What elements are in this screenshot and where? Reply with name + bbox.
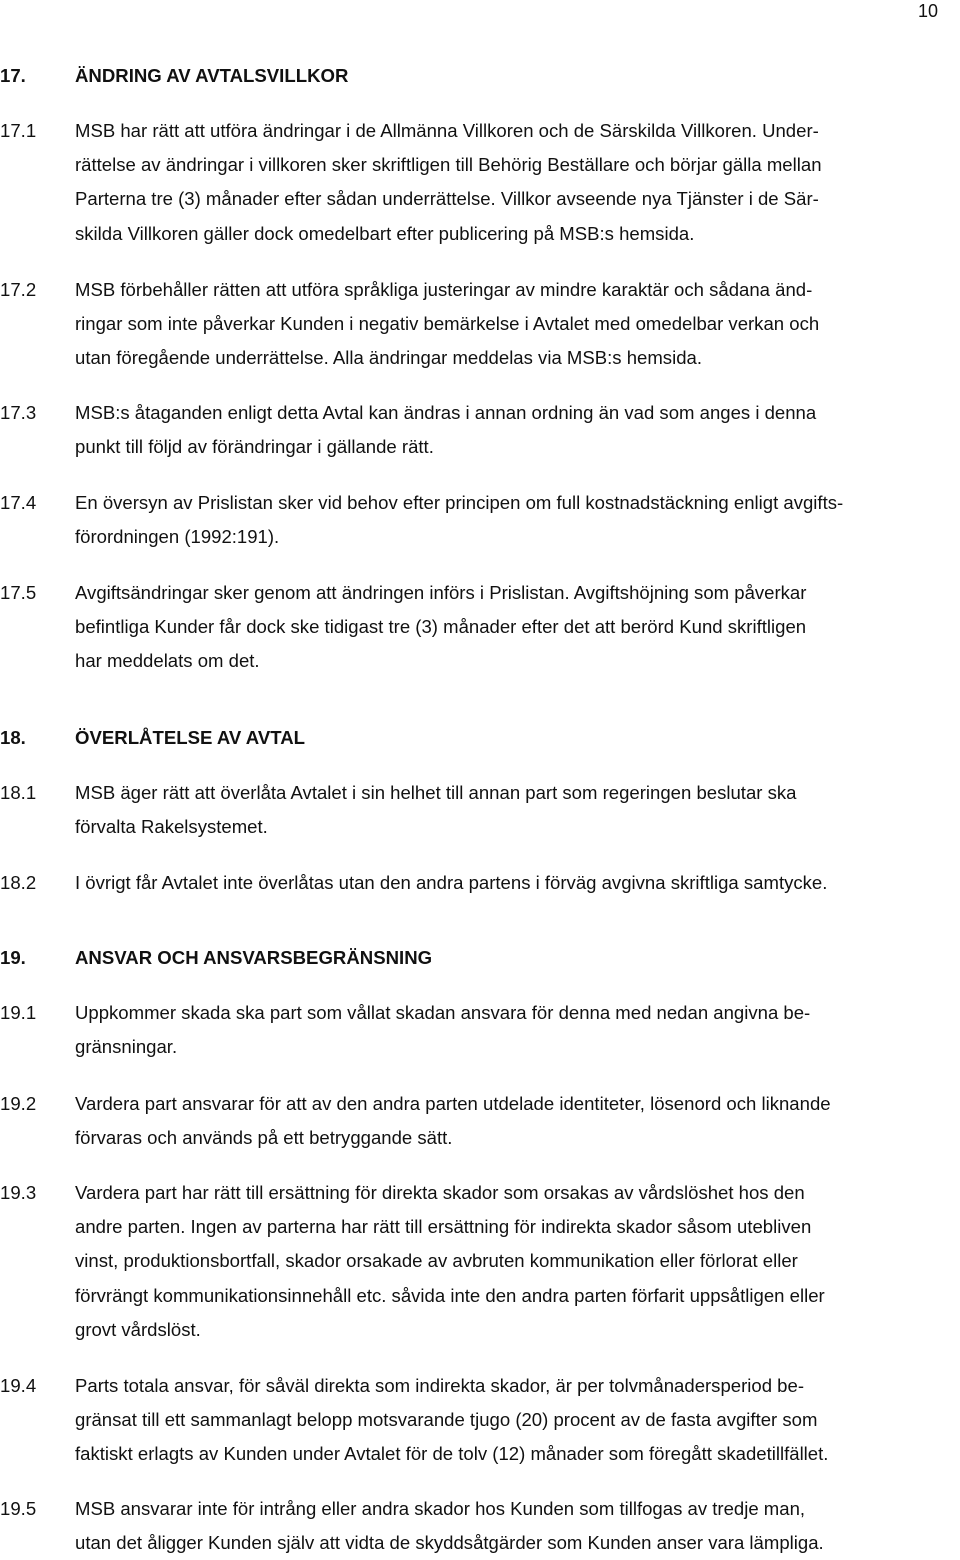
clause-line: förvrängt kommunikationsinnehåll etc. såvida inte den andra parten förfarit uppsåtligen eller <box>75 1284 825 1306</box>
clause-line: Parterna tre (3) månader efter sådan underrättelse. Villkor avseende nya Tjänster i de Sär- <box>75 188 819 210</box>
section-title: ÄNDRING AV AVTALSVILLKOR <box>75 65 349 86</box>
clause-number: 17.5 <box>0 582 37 603</box>
clause-line: Avgiftsändringar sker genom att ändringen införs i Prislistan. Avgiftshöjning som påverkar <box>75 582 807 603</box>
section-title: ANSVAR OCH ANSVARSBEGRÄNSNING <box>75 947 433 968</box>
clause-line: andre parten. Ingen av parterna har rätt till ersättning för indirekta skador såsom utebliven <box>75 1216 812 1238</box>
clause-text <box>75 1087 960 1155</box>
clause-number: 17.1 <box>0 120 37 141</box>
section-number: 19. <box>0 947 26 968</box>
clause-line: MSB ansvarar inte för intrång eller andra skador hos Kunden som tillfogas av tredje man, <box>75 1498 806 1519</box>
clause-number: 19.4 <box>0 1375 37 1396</box>
clause-line: förordningen (1992:191). <box>75 526 280 548</box>
clause-number: 17.2 <box>0 279 37 300</box>
clause-number: 18.2 <box>0 872 37 893</box>
clause-line: MSB äger rätt att överlåta Avtalet i sin helhet till annan part som regeringen beslutar ska <box>75 782 797 803</box>
clause-text <box>75 866 960 900</box>
clause-line: Parts totala ansvar, för såväl direkta som indirekta skador, är per tolvmånadersperiod be- <box>75 1375 805 1396</box>
clause-line: MSB har rätt att utföra ändringar i de Allmänna Villkoren och de Särskilda Villkoren. Under- <box>75 120 819 141</box>
clause-line: befintliga Kunder får dock ske tidigast tre (3) månader efter det att berörd Kund skriftligen <box>75 616 807 638</box>
clause-text <box>75 1492 960 1560</box>
clause-number: 17.4 <box>0 492 37 513</box>
clause-number: 18.1 <box>0 782 37 803</box>
clause-line: punkt till följd av förändringar i gällande rätt. <box>75 436 434 458</box>
clause-number: 19.5 <box>0 1498 37 1519</box>
clause-line: MSB:s åtaganden enligt detta Avtal kan ändras i annan ordning än vad som anges i denna <box>75 402 817 423</box>
clause-line: skilda Villkoren gäller dock omedelbart efter publicering på MSB:s hemsida. <box>75 222 695 244</box>
clause-line: grovt vårdslöst. <box>75 1318 201 1340</box>
clause-line: MSB förbehåller rätten att utföra språkliga justeringar av mindre karaktär och sådana änd- <box>75 279 813 300</box>
clause-line: förvalta Rakelsystemet. <box>75 816 268 838</box>
clause-line: Uppkommer skada ska part som vållat skadan ansvara för denna med nedan angivna be- <box>75 1002 811 1023</box>
clause-line: utan det åligger Kunden själv att vidta de skyddsåtgärder som Kunden anser vara lämpliga. <box>75 1532 824 1554</box>
clause-text <box>75 1176 960 1347</box>
clause-text <box>75 996 960 1064</box>
clause-line: vinst, produktionsbortfall, skador orsakade av avbruten kommunikation eller förlorat eller <box>75 1250 798 1272</box>
clause-line: gränsningar. <box>75 1036 178 1058</box>
clause-line: I övrigt får Avtalet inte överlåtas utan den andra partens i förväg avgivna skriftliga samtycke. <box>75 872 828 893</box>
clause-line: utan föregående underrättelse. Alla ändringar meddelas via MSB:s hemsida. <box>75 347 702 369</box>
section-number: 17. <box>0 65 26 86</box>
clause-text <box>75 776 960 844</box>
page-number: 10 <box>917 1 938 21</box>
section-title: ÖVERLÅTELSE AV AVTAL <box>75 727 306 748</box>
clause-number: 17.3 <box>0 402 37 423</box>
clause-text <box>75 273 960 376</box>
clause-text <box>75 576 960 679</box>
clause-line: har meddelats om det. <box>75 650 260 672</box>
clause-line: En översyn av Prislistan sker vid behov efter principen om full kostnadstäckning enligt avgifts- <box>75 492 844 513</box>
clause-line: Vardera part ansvarar för att av den andra parten utdelade identiteter, lösenord och liknande <box>75 1093 831 1114</box>
section-number: 18. <box>0 727 26 748</box>
clause-number: 19.3 <box>0 1182 37 1203</box>
clause-line: rättelse av ändringar i villkoren sker skriftligen till Behörig Beställare och börjar gälla mellan <box>75 154 822 176</box>
clause-text <box>75 114 960 251</box>
clause-text <box>75 486 960 554</box>
clause-number: 19.2 <box>0 1093 37 1114</box>
clause-text <box>75 1369 960 1472</box>
clause-line: faktiskt erlagts av Kunden under Avtalet för de tolv (12) månader som föregått skadetillfället. <box>75 1443 829 1465</box>
clause-line: förvaras och används på ett betryggande sätt. <box>75 1127 453 1149</box>
clause-line: gränsat till ett sammanlagt belopp motsvarande tjugo (20) procent av de fasta avgifter som <box>75 1409 818 1431</box>
clause-number: 19.1 <box>0 1002 37 1023</box>
clause-line: ringar som inte påverkar Kunden i negativ bemärkelse i Avtalet med omedelbar verkan och <box>75 313 820 335</box>
clause-text <box>75 396 960 464</box>
clause-line: Vardera part har rätt till ersättning för direkta skador som orsakas av vårdslöshet hos den <box>75 1182 805 1203</box>
